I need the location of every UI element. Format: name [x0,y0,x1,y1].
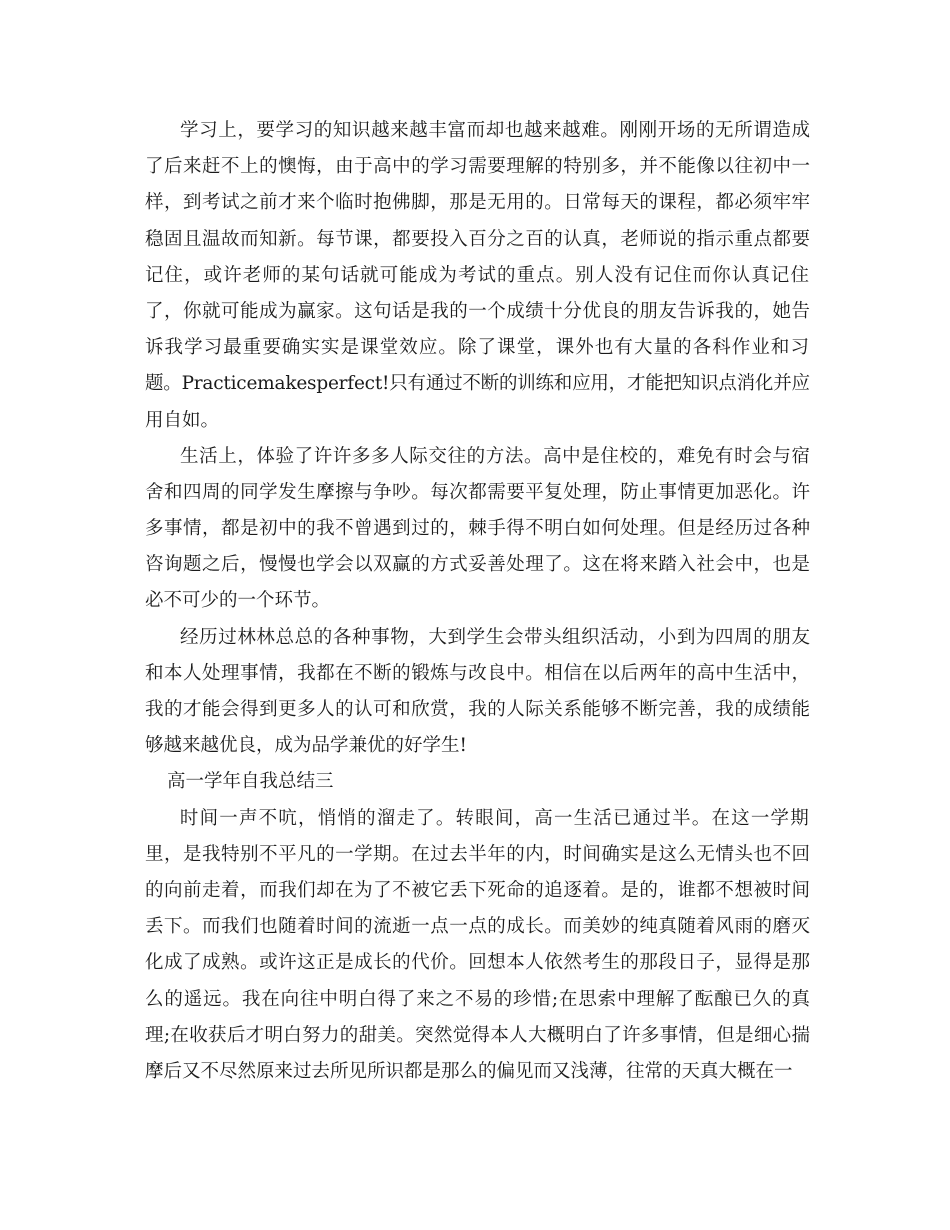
document-body [145,113,810,1090]
text-line: 必不可少的一个环节。 [145,590,331,612]
text-line: 丢下。而我们也随着时间的流逝一点一点的成长。而美妙的纯真随着风雨的磨灭 [145,916,811,938]
text-line: 了，你就可能成为赢家。这句话是我的一个成绩十分优良的朋友告诉我的，她告 [145,300,811,322]
text-line: 生活上，体验了许许多多人际交往的方法。高中是住校的，难免有时会与宿 [180,445,811,467]
text-line: 咨询题之后，慢慢也学会以双赢的方式妥善处理了。这在将来踏入社会中，也是 [145,554,811,576]
text-line: 了后来赶不上的懊悔，由于高中的学习需要理解的特别多，并不能像以往初中一 [145,156,811,178]
text-line: 够越来越优良，成为品学兼优的好学生! [145,735,467,757]
text-line: 样，到考试之前才来个临时抱佛脚，那是无用的。日常每天的课程，都必须牢牢 [145,192,811,214]
text-line: 题。Practicemakesperfect!只有通过不断的训练和应用，才能把知识点消化并应 [145,373,810,395]
text-line: 时间一声不吭，悄悄的溜走了。转眼间，高一生活已通过半。在这一学期 [179,807,810,829]
text-line: 记住，或许老师的某句话就可能成为考试的重点。别人没有记住而你认真记住 [145,264,810,286]
text-line: 理;在收获后才明白努力的甜美。突然觉得本人大概明白了许多事情，但是细心揣 [145,1024,811,1046]
text-line: 学习上，要学习的知识越来越丰富而却也越来越难。刚刚开场的无所谓造成 [180,120,811,141]
text-line: 么的遥远。我在向往中明白得了来之不易的珍惜;在思索中理解了酝酿已久的真 [145,988,811,1010]
text-line: 舍和四周的同学发生摩擦与争吵。每次都需要平复处理，防止事情更加恶化。许 [145,481,811,503]
text-line: 和本人处理事情，我都在不断的锻炼与改良中。相信在以后两年的高中生活中， [145,662,811,684]
text-line: 稳固且温故而知新。每节课，都要投入百分之百的认真，老师说的指示重点都要 [145,228,811,250]
text-line: 经历过林林总总的各种事物，大到学生会带头组织活动，小到为四周的朋友 [180,626,811,648]
section-heading: 高一学年自我总结三 [167,771,334,793]
text-line: 用自如。 [145,409,220,431]
text-line: 里，是我特别不平凡的一学期。在过去半年的内，时间确实是这么无情头也不回 [145,843,811,865]
text-line: 的向前走着，而我们却在为了不被它丢下死命的追逐着。是的，谁都不想被时间 [145,879,811,901]
text-line: 多事情，都是初中的我不曾遇到过的，棘手得不明白如何处理。但是经历过各种 [145,518,811,540]
text-line: 诉我学习最重要确实实是课堂效应。除了课堂，课外也有大量的各科作业和习 [145,337,810,359]
text-line: 化成了成熟。或许这正是成长的代价。回想本人依然考生的那段日子，显得是那 [145,952,811,974]
text-line: 我的才能会得到更多人的认可和欣赏，我的人际关系能够不断完善，我的成绩能 [145,699,811,720]
text-line: 摩后又不尽然原来过去所见所识都是那么的偏见而又浅薄，往常的天真大概在一 [145,1060,793,1082]
